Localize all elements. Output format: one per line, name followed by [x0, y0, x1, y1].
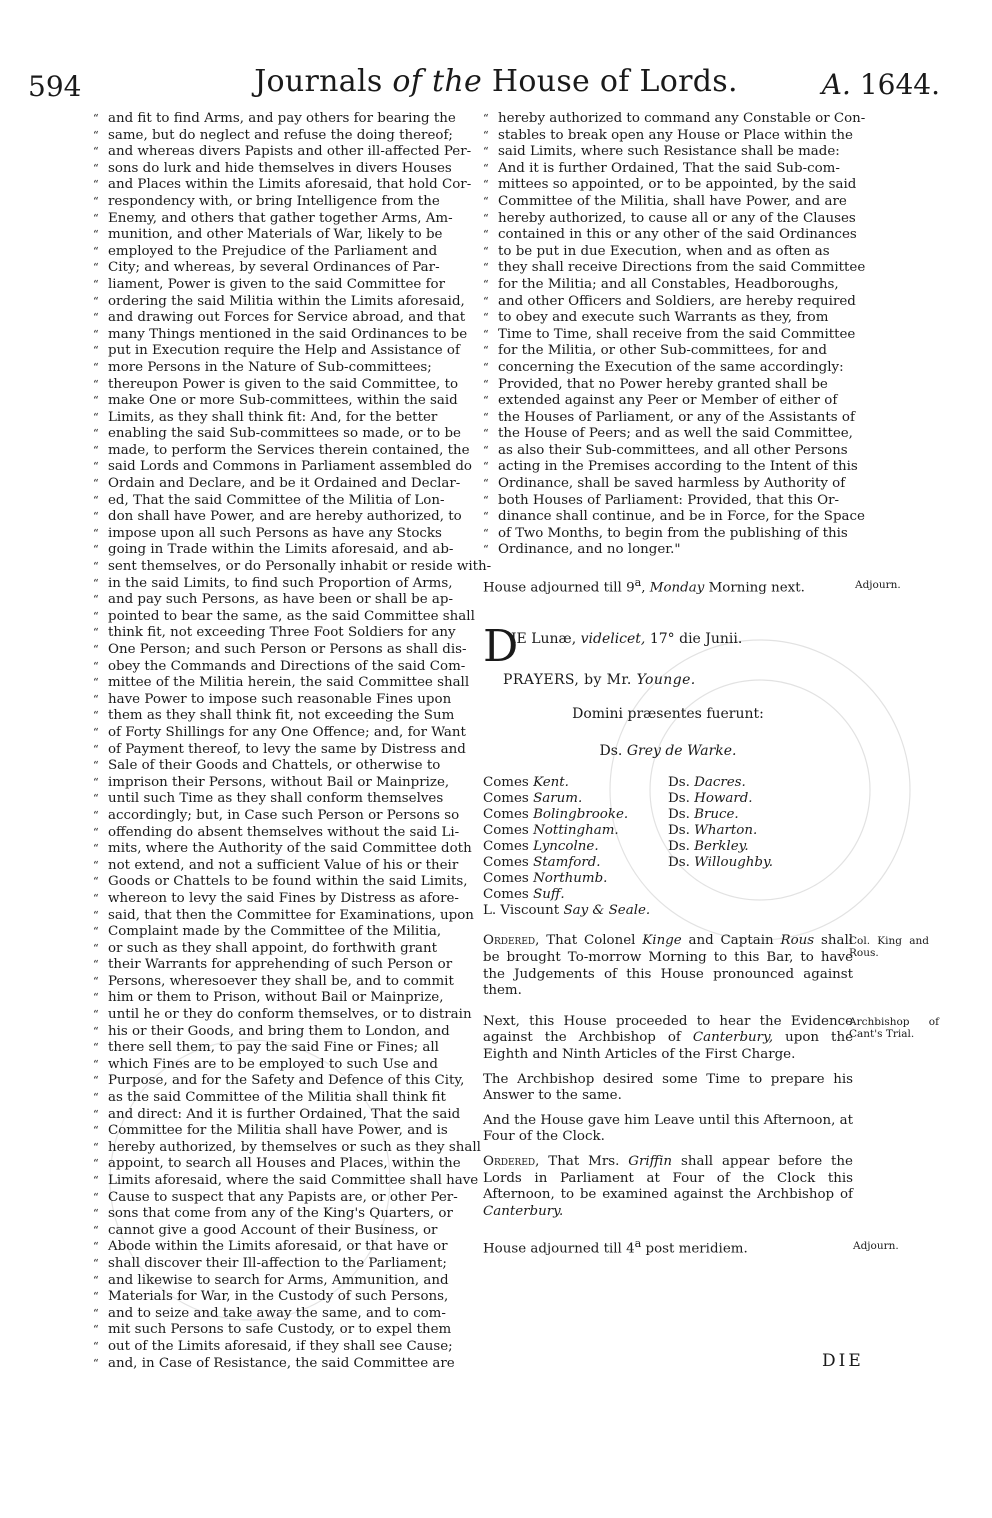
text-line: “ employed to the Prejudice of the Parliament and: [93, 244, 473, 261]
text-line: “ or such as they shall appoint, do forthwith grant: [93, 941, 473, 958]
ordered-lead: Ordered,: [483, 933, 540, 949]
lord-name: Suff.: [533, 887, 565, 903]
text-line: “ and likewise to search for Arms, Ammunition, and: [93, 1273, 473, 1290]
text-line: “ concerning the Execution of the same accordingly:: [483, 360, 853, 377]
grey-de-warke: [483, 743, 853, 760]
text-line: “ thereupon Power is given to the said Committee, to: [93, 377, 473, 394]
text-line: “ which Fines are to be employed to such Use and: [93, 1057, 473, 1074]
text-line: “ hereby authorized to command any Constable or Con-: [483, 111, 853, 128]
text-line: “ enabling the said Sub-committees so made, or to be: [93, 426, 473, 443]
text-line: “ Abode within the Limits aforesaid, or that have or: [93, 1239, 473, 1256]
margin-note-king-rous: Col. King and Rous.: [849, 935, 929, 960]
text-line: “ dinance shall continue, and be in Force, for the Space: [483, 509, 853, 526]
prayers-label: PRAYERS, by Mr.: [503, 671, 632, 688]
evidence-text: upon the Eighth and Ninth Articles of the First Charge.: [483, 1030, 853, 1063]
text-line: “ many Things mentioned in the said Ordinances to be: [93, 327, 473, 344]
grey-name: Grey de Warke.: [626, 742, 737, 759]
year-letter: A.: [821, 68, 851, 101]
lord-title: Comes: [483, 775, 529, 791]
lord-title: Ds.: [668, 775, 690, 791]
lord-title: Comes: [483, 871, 529, 887]
lord-entry: [668, 823, 853, 839]
lord-name: Wharton.: [694, 823, 758, 839]
text-line: “ until he or they do conform themselves, or to distrain: [93, 1007, 473, 1024]
adjourn-day: Monday: [649, 580, 705, 596]
lord-entry: [483, 871, 668, 887]
text-line: “ said Lords and Commons in Parliament assembled do: [93, 459, 473, 476]
text-line: “ shall discover their Ill-affection to the Parliament;: [93, 1256, 473, 1273]
text-line: “ there sell them, to pay the said Fine or Fines; all: [93, 1040, 473, 1057]
text-line: “ One Person; and such Person or Persons as shall dis-: [93, 642, 473, 659]
text-line: “ think fit, not exceeding Three Foot Soldiers for any: [93, 625, 473, 642]
text-line: “ more Persons in the Nature of Sub-committees;: [93, 360, 473, 377]
text-line: “ ordering the said Militia within the Limits aforesaid,: [93, 294, 473, 311]
text-line: “ Ordain and Declare, and be it Ordained and Declar-: [93, 476, 473, 493]
text-line: “ and Places within the Limits aforesaid, that hold Cor-: [93, 177, 473, 194]
text-line: “ City; and whereas, by several Ordinances of Par-: [93, 260, 473, 277]
archbishop-desired: The Archbishop desired some Time to prepare his Answer to the same.: [483, 1071, 853, 1104]
text-line: “ Time to Time, shall receive from the said Committee: [483, 327, 853, 344]
lords-present-list: [483, 775, 853, 919]
text-line: “ and drawing out Forces for Service abroad, and that: [93, 310, 473, 327]
lord-entry: [668, 855, 853, 871]
adjourn-text: House adjourned till 9: [483, 580, 635, 596]
text-line: “ cannot give a good Account of their Business, or: [93, 1223, 473, 1240]
evidence-text: Next, this House proceeded to hear the Evidence against the Archbishop of: [483, 1013, 853, 1046]
text-line: “ have Power to impose such reasonable Fines upon: [93, 692, 473, 709]
text-line: “ Limits, as they shall think fit: And, for the better: [93, 410, 473, 427]
text-line: “ mits, where the Authority of the said Committee doth: [93, 841, 473, 858]
text-line: “ hereby authorized, by themselves or such as they shall: [93, 1140, 473, 1157]
ordered-text: That Colonel: [546, 933, 636, 949]
text-line: “ them as they shall think fit, not exceeding the Sum: [93, 708, 473, 725]
name-kinge: Kinge: [642, 933, 682, 949]
text-line: “ imprison their Persons, without Bail or Mainprize,: [93, 775, 473, 792]
lord-entry: [483, 823, 668, 839]
catchword: DIE: [822, 1351, 864, 1371]
die-lunae-heading: [483, 621, 853, 673]
lord-title: Comes: [483, 791, 529, 807]
left-column: [93, 111, 492, 1372]
drop-cap: D: [483, 621, 519, 673]
die-lunae: IE Lunæ,: [511, 631, 577, 648]
lord-name: Bruce.: [694, 807, 739, 823]
text-line: “ offending do absent themselves without the said Li-: [93, 825, 473, 842]
text-line: “ mittees so appointed, or to be appointed, by the said: [483, 177, 853, 194]
margin-note-adjourn: Adjourn.: [853, 1240, 899, 1253]
text-line: “ same, but do neglect and refuse the doing thereof;: [93, 128, 473, 145]
text-line: “ him or them to Prison, without Bail or Mainprize,: [93, 990, 473, 1007]
adjournment-monday: House adjourned till 9$^a$, Monday Morning next. Adjourn.: [483, 576, 901, 596]
lord-name: Berkley.: [694, 839, 749, 855]
text-line: “ as also their Sub-committees, and all other Persons: [483, 443, 853, 460]
lord-title: L. Viscount: [483, 903, 560, 919]
text-line: “ Ordinance, shall be saved harmless by Authority of: [483, 476, 853, 493]
text-line: “ and direct: And it is further Ordained, That the said: [93, 1107, 473, 1124]
text-line: “ and fit to find Arms, and pay others for bearing the: [93, 111, 473, 128]
evidence-paragraph: [483, 1013, 939, 1064]
text-line: “ Purpose, and for the Safety and Defence of this City,: [93, 1073, 473, 1090]
text-line: “ to obey and execute such Warrants as they, from: [483, 310, 853, 327]
title-journals: Journals: [254, 64, 383, 99]
text-line: “ and other Officers and Soldiers, are hereby required: [483, 294, 853, 311]
text-line: “ Cause to suspect that any Papists are, or other Per-: [93, 1190, 473, 1207]
text-line: “ the Houses of Parliament, or any of the Assistants of: [483, 410, 853, 427]
text-line: “ Sale of their Goods and Chattels, or otherwise to: [93, 758, 473, 775]
lord-entry: [483, 839, 668, 855]
text-line: “ Limits aforesaid, where the said Committee shall have: [93, 1173, 473, 1190]
die-date: 17° die Junii.: [649, 631, 743, 648]
text-line: “ to be put in due Execution, when and as often as: [483, 244, 853, 261]
text-line: “ Ordinance, and no longer.": [483, 542, 853, 559]
text-line: “ made, to perform the Services therein contained, the: [93, 443, 473, 460]
leave-given: And the House gave him Leave until this Afternoon, at Four of the Clock.: [483, 1112, 853, 1145]
title-house-of-lords: House of Lords.: [491, 64, 738, 99]
text-line: “ the House of Peers; and as well the said Committee,: [483, 426, 853, 443]
text-line: “ extended against any Peer or Member of either of: [483, 393, 853, 410]
text-line: “ impose upon all such Persons as have any Stocks: [93, 526, 473, 543]
text-line: “ appoint, to search all Houses and Places, within the: [93, 1156, 473, 1173]
year-number: 1644.: [859, 68, 940, 101]
text-line: “ make One or more Sub-committees, within the said: [93, 393, 473, 410]
text-line: “ for the Militia; and all Constables, Headboroughs,: [483, 277, 853, 294]
die-videlicet: videlicet,: [580, 631, 646, 648]
lord-name: Willoughby.: [694, 855, 774, 871]
text-line: “ Committee for the Militia shall have Power, and is: [93, 1123, 473, 1140]
lord-name: Nottingham.: [533, 823, 619, 839]
ordered-text: shall be brought To-morrow Morning to this Bar, to have the Judgements of this House pronounced against them.: [483, 933, 854, 999]
text-line: “ don shall have Power, and are hereby authorized, to: [93, 509, 473, 526]
adjourn-text: House adjourned till 4: [483, 1241, 635, 1257]
lord-entry: [668, 775, 853, 791]
text-line: “ and, in Case of Resistance, the said Committee are: [93, 1356, 473, 1373]
lord-title: Comes: [483, 887, 529, 903]
text-line: “ Complaint made by the Committee of the Militia,: [93, 924, 473, 941]
text-line: “ both Houses of Parliament: Provided, that this Or-: [483, 493, 853, 510]
text-line: “ contained in this or any other of the said Ordinances: [483, 227, 853, 244]
right-column: [483, 111, 939, 1258]
text-line: “ Committee of the Militia, shall have Power, and are: [483, 194, 853, 211]
text-line: “ pointed to bear the same, as the said Committee shall: [93, 609, 473, 626]
text-line: “ stables to break open any House or Place within the: [483, 128, 853, 145]
text-line: “ munition, and other Materials of War, likely to be: [93, 227, 473, 244]
text-line: “ as the said Committee of the Militia shall think fit: [93, 1090, 473, 1107]
lord-name: Northumb.: [533, 871, 608, 887]
ordinance-continuation: [483, 111, 866, 559]
text-line: “ and to seize and take away the same, and to com-: [93, 1306, 473, 1323]
name-griffin: Griffin: [628, 1154, 673, 1169]
margin-note-adjourn: Adjourn.: [855, 579, 901, 592]
text-line: “ in the said Limits, to find such Proportion of Arms,: [93, 576, 473, 593]
lord-name: Dacres.: [694, 775, 746, 791]
text-line: “ Materials for War, in the Custody of such Persons,: [93, 1289, 473, 1306]
lord-entry: [668, 807, 853, 823]
text-line: “ of Payment thereof, to levy the same by Distress and: [93, 742, 473, 759]
text-line: “ accordingly; but, in Case such Person or Persons so: [93, 808, 473, 825]
lord-entry: [483, 887, 668, 903]
text-line: “ Persons, wheresoever they shall be, and to commit: [93, 974, 473, 991]
text-line: “ And it is further Ordained, That the said Sub-com-: [483, 161, 853, 178]
text-line: “ hereby authorized, to cause all or any of the Clauses: [483, 211, 853, 228]
lord-name: Say & Seale.: [563, 903, 651, 919]
text-line: “ for the Militia, or other Sub-committees, for and: [483, 343, 853, 360]
text-line: “ and pay such Persons, as have been or shall be ap-: [93, 592, 473, 609]
text-line: “ until such Time as they shall conform themselves: [93, 791, 473, 808]
lord-entry: [668, 791, 853, 807]
lord-entry: [483, 807, 668, 823]
lords-list-right: [668, 775, 853, 919]
page-number: 594: [28, 70, 82, 103]
prayers-name: Younge.: [636, 671, 696, 688]
text-line: “ going in Trade within the Limits aforesaid, and ab-: [93, 542, 473, 559]
domini-presentes: Domini præsentes fuerunt:: [572, 706, 764, 723]
lord-entry: [668, 839, 853, 855]
text-line: “ Goods or Chattels to be found within the said Limits,: [93, 874, 473, 891]
year-heading: [822, 68, 940, 101]
ordered-text: shall appear before the Lords in Parliament at Four of the Clock this Afternoon, to be examined against the Archbishop of: [483, 1154, 853, 1203]
name-canterbury: Canterbury,: [692, 1030, 774, 1046]
lord-title: Comes: [483, 823, 529, 839]
lord-name: Sarum.: [533, 791, 583, 807]
title-of-the: of the: [392, 64, 483, 99]
lord-title: Comes: [483, 855, 529, 871]
text-line: “ said, that then the Committee for Examinations, upon: [93, 908, 473, 925]
text-line: “ and whereas divers Papists and other ill-affected Per-: [93, 144, 473, 161]
ordered-lead: Ordered,: [483, 1154, 540, 1169]
ordered-text: and Captain: [688, 933, 774, 949]
lord-name: Lyncolne.: [533, 839, 599, 855]
lord-entry: [483, 855, 668, 871]
lord-title: Comes: [483, 807, 529, 823]
lord-entry: [483, 791, 668, 807]
prayers-line: [483, 672, 853, 689]
lord-name: Howard.: [694, 791, 753, 807]
adjourn-text-post: post meridiem.: [645, 1241, 748, 1257]
text-line: “ liament, Power is given to the said Committee for: [93, 277, 473, 294]
text-line: “ their Warrants for apprehending of such Person or: [93, 957, 473, 974]
text-line: “ his or their Goods, and bring them to London, and: [93, 1024, 473, 1041]
text-line: “ of Two Months, to begin from the publishing of this: [483, 526, 853, 543]
text-line: “ respondency with, or bring Intelligence from the: [93, 194, 473, 211]
ordered-text: That Mrs.: [548, 1154, 620, 1169]
lord-title: Ds.: [668, 823, 690, 839]
lord-title: Ds.: [668, 807, 690, 823]
text-line: “ mit such Persons to safe Custody, or to expel them: [93, 1322, 473, 1339]
lord-entry: [483, 775, 668, 791]
adjourn-superscript: a: [634, 1237, 642, 1251]
lord-title: Ds.: [668, 791, 690, 807]
text-line: “ Enemy, and others that gather together Arms, Am-: [93, 211, 473, 228]
lord-entry: [483, 903, 668, 919]
text-line: “ sent themselves, or do Personally inhabit or reside with-: [93, 559, 473, 576]
lord-name: Kent.: [533, 775, 569, 791]
name-canterbury: Canterbury.: [483, 1203, 564, 1219]
text-line: “ acting in the Premises according to the Intent of this: [483, 459, 853, 476]
text-line: “ they shall receive Directions from the said Committee: [483, 260, 853, 277]
ordered-griffin: [483, 1154, 853, 1220]
text-line: “ put in Execution require the Help and Assistance of: [93, 343, 473, 360]
text-line: “ said Limits, where such Resistance shall be made:: [483, 144, 853, 161]
adjourn-text-post: Morning next.: [708, 580, 805, 596]
text-line: “ out of the Limits aforesaid, if they shall see Cause;: [93, 1339, 473, 1356]
lord-name: Bolingbrooke.: [533, 807, 629, 823]
text-line: “ Provided, that no Power hereby granted shall be: [483, 377, 853, 394]
adjourn-superscript: a: [634, 576, 642, 590]
text-line: “ mittee of the Militia herein, the said Committee shall: [93, 675, 473, 692]
lord-title: Comes: [483, 839, 529, 855]
grey-title: Ds.: [599, 742, 623, 759]
lord-name: Stamford.: [533, 855, 601, 871]
text-line: “ not extend, and not a sufficient Value of his or their: [93, 858, 473, 875]
name-rous: Rous: [780, 933, 815, 949]
lord-title: Ds.: [668, 855, 690, 871]
text-line: “ whereon to levy the said Fines by Distress as afore-: [93, 891, 473, 908]
adjournment-afternoon: [483, 1236, 899, 1258]
text-line: “ of Forty Shillings for any One Offence; and, for Want: [93, 725, 473, 742]
text-line: “ ed, That the said Committee of the Militia of Lon-: [93, 493, 473, 510]
margin-note-archbishop: Archbishop of Cant's Trial.: [849, 1015, 939, 1040]
text-line: “ sons do lurk and hide themselves in divers Houses: [93, 161, 473, 178]
text-line: “ obey the Commands and Directions of the said Com-: [93, 659, 473, 676]
lords-list-left: [483, 775, 668, 919]
text-line: “ sons that come from any of the King's Quarters, or: [93, 1206, 473, 1223]
lord-title: Ds.: [668, 839, 690, 855]
ordered-kinge-rous: [483, 933, 929, 999]
